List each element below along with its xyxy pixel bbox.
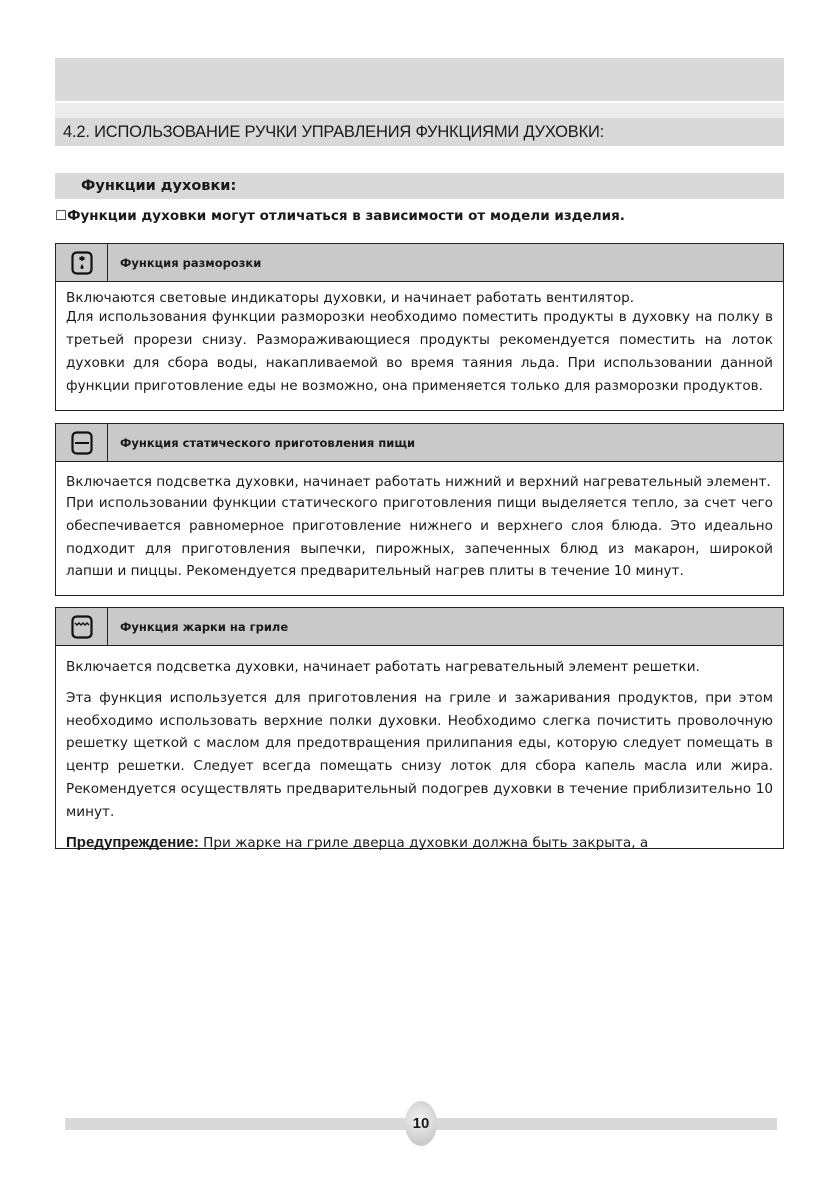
function-title: Функция жарки на гриле <box>120 619 289 634</box>
subsection-title: Функции духовки: <box>55 173 784 199</box>
function-paragraph: Включается подсветка духовки, начинает работать нагревательный элемент решетки. <box>66 659 700 675</box>
grill-icon <box>56 608 108 645</box>
function-paragraph: Включаются световые индикаторы духовки, и начинает работать вентилятор. <box>66 290 635 306</box>
function-paragraph: При использовании функции статического приготовления пищи выделяется тепло, за счет чего обеспечивается равномерное приготовление нижнего и верхнего слоя блюда. Это идеально подходит для приготовления выпечки, пирожных, запеченных блюд из макарон, широкой лапши и пиццы. Рекомендуется предварительный нагрев плиты в течение 10 минут. <box>66 495 773 580</box>
warning-paragraph <box>66 832 773 855</box>
function-header <box>56 424 783 462</box>
model-note: ☐Функции духовки могут отличаться в зависимости от модели изделия. <box>55 208 625 224</box>
static-cooking-icon <box>56 424 108 461</box>
function-header <box>56 608 783 646</box>
function-box-static <box>55 423 784 596</box>
function-box-defrost <box>55 243 784 411</box>
function-header <box>56 244 783 282</box>
page-number: 10 <box>405 1101 437 1146</box>
function-paragraph: Включается подсветка духовки, начинает работать нижний и верхний нагревательный элемент. <box>66 474 771 490</box>
defrost-icon <box>56 244 108 281</box>
function-paragraph: Эта функция используется для приготовления на гриле и зажаривания продуктов, при этом необходимо использовать верхние полки духовки. Необходимо слегка почистить проволочную решетку щеткой с маслом для предотвращения прилипания еды, которую следует помещать в центр решетки. Следует всегда помещать снизу лоток для сбора капель масла или жира. Рекомендуется осуществлять предварительный подогрев духовки в течение приблизительно 10 минут. <box>66 689 773 820</box>
warning-text: При жарке на гриле дверца духовки должна быть закрыта, а <box>203 834 649 851</box>
function-title: Функция статического приготовления пищи <box>120 435 416 450</box>
header-band <box>55 58 784 101</box>
function-title: Функция разморозки <box>120 255 262 270</box>
function-box-grill <box>55 607 784 849</box>
section-title: 4.2. ИСПОЛЬЗОВАНИЕ РУЧКИ УПРАВЛЕНИЯ ФУНКЦИЯМИ ДУХОВКИ: <box>55 118 784 146</box>
warning-label: Предупреждение: <box>66 833 199 851</box>
function-paragraph: Для использования функции разморозки необходимо поместить продукты в духовку на полку в третьей прорези снизу. Размораживающиеся продукты рекомендуется поместить на лоток духовки для сбора воды, накапливаемой во время таяния льда. При использовании данной функции приготовление еды не возможно, она применяется только для разморозки продуктов. <box>66 309 773 394</box>
